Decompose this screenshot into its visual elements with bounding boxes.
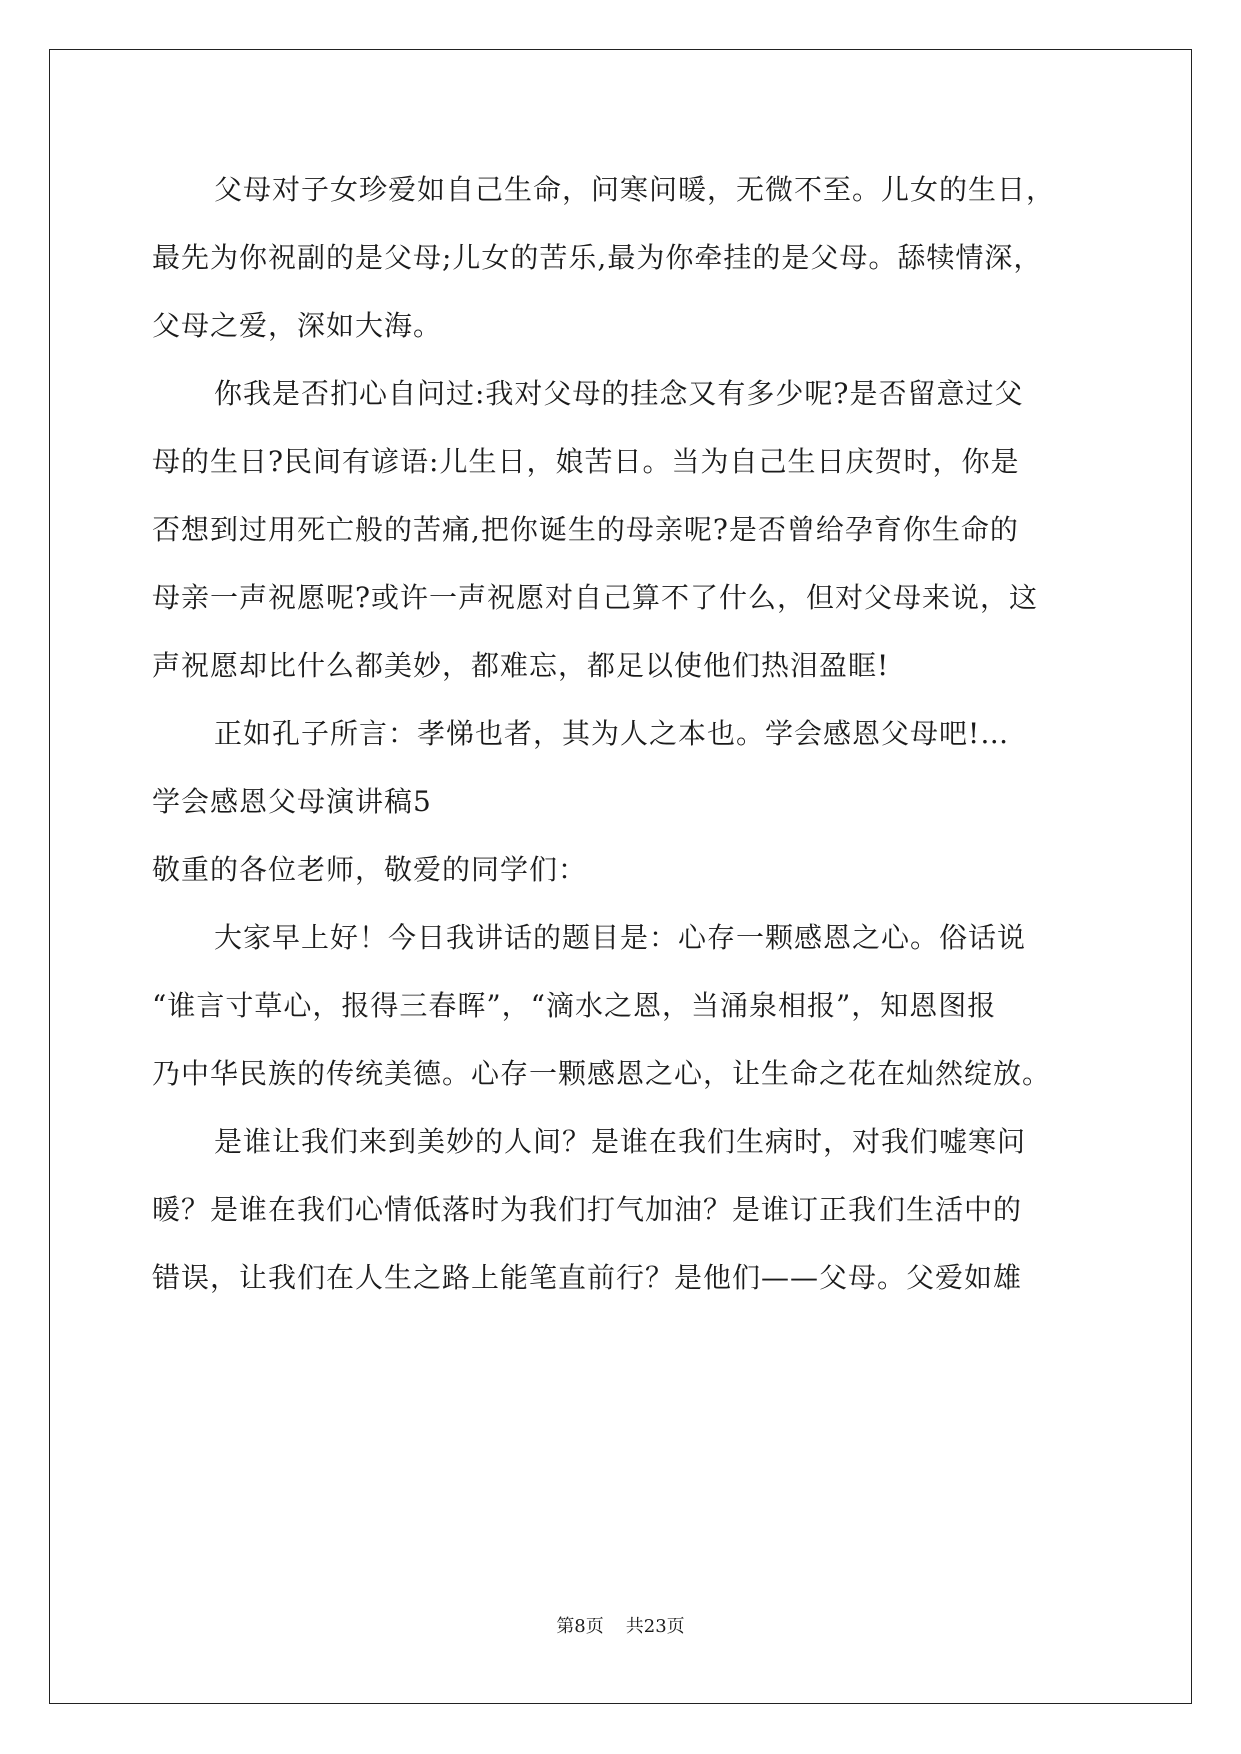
paragraph-line: 乃中华民族的传统美德。心存一颗感恩之心，让生命之花在灿然绽放。 — [152, 1057, 1052, 1090]
paragraph-line: 声祝愿却比什么都美妙，都难忘，都足以使他们热泪盈眶! — [152, 649, 890, 682]
page-number: 第8页 — [556, 1616, 604, 1637]
paragraph-line: 是谁让我们来到美妙的人间？是谁在我们生病时，对我们嘘寒问 — [214, 1125, 1027, 1158]
paragraph-line: 正如孔子所言：孝悌也者，其为人之本也。学会感恩父母吧!… — [214, 717, 1010, 750]
section-heading: 学会感恩父母演讲稿5 — [152, 785, 432, 818]
page-footer — [0, 1618, 1241, 1636]
paragraph-line: 大家早上好！今日我讲话的题目是：心存一颗感恩之心。俗话说 — [214, 921, 1027, 954]
paragraph-line: 父母之爱，深如大海。 — [152, 309, 443, 342]
paragraph-line: “谁言寸草心，报得三春晖”，“滴水之恩，当涌泉相报”，知恩图报 — [152, 989, 997, 1022]
paragraph-line: 母的生日?民间有谚语:儿生日，娘苦日。当为自己生日庆贺时，你是 — [152, 445, 1020, 478]
paragraph-line: 否想到过用死亡般的苦痛,把你诞生的母亲呢?是否曾给孕育你生命的 — [152, 513, 1019, 546]
salutation: 敬重的各位老师，敬爱的同学们： — [152, 853, 588, 886]
paragraph-line: 父母对子女珍爱如自己生命，问寒问暖，无微不至。儿女的生日， — [214, 173, 1056, 206]
paragraph-line: 最先为你祝副的是父母;儿女的苦乐,最为你牵挂的是父母。舔犊情深， — [152, 241, 1043, 274]
paragraph-line: 错误，让我们在人生之路上能笔直前行？是他们——父母。父爱如雄 — [152, 1261, 1023, 1294]
paragraph-line: 你我是否扪心自问过:我对父母的挂念又有多少呢?是否留意过父 — [214, 377, 1024, 410]
page-total: 共23页 — [625, 1616, 685, 1637]
paragraph-line: 暖？是谁在我们心情低落时为我们打气加油？是谁订正我们生活中的 — [152, 1193, 1023, 1226]
paragraph-line: 母亲一声祝愿呢?或许一声祝愿对自己算不了什么，但对父母来说，这 — [152, 581, 1039, 614]
